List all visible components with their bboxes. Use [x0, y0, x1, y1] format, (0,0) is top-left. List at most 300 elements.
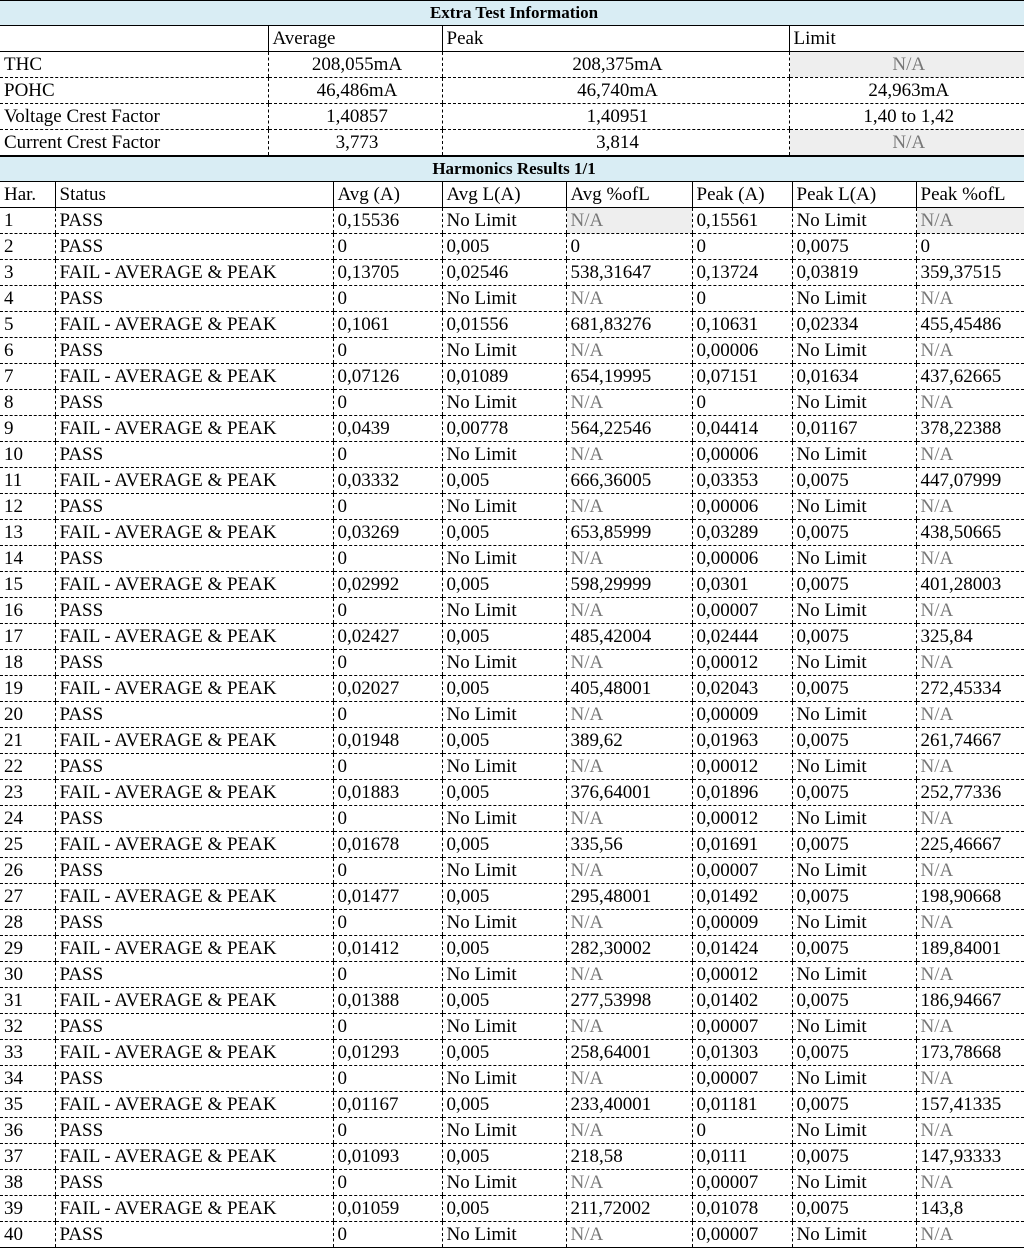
harmonic-har-number: 31 — [0, 988, 55, 1014]
harmonic-status: PASS — [55, 1170, 333, 1196]
table-row — [0, 1040, 1024, 1066]
harmonic-avg-limit: 0,02546 — [442, 260, 566, 286]
harmonic-peak-a: 0,00007 — [692, 598, 792, 624]
harmonic-har-number: 16 — [0, 598, 55, 624]
harmonic-avg-limit: 0,005 — [442, 572, 566, 598]
harmonic-har-number: 28 — [0, 910, 55, 936]
harmonic-avg-percent: N/A — [566, 962, 692, 988]
harmonic-har-number: 39 — [0, 1196, 55, 1222]
harmonic-avg-limit: 0,005 — [442, 936, 566, 962]
harmonic-peak-percent: N/A — [916, 442, 1024, 468]
harmonic-avg-a: 0 — [333, 1014, 442, 1040]
harmonic-peak-limit: 0,0075 — [792, 676, 916, 702]
harmonic-peak-a: 0,00007 — [692, 1222, 792, 1248]
extra-row-pohc — [0, 78, 1024, 104]
extra-row-current-crest-factor — [0, 130, 1024, 156]
extra-peak: 46,740mA — [442, 78, 789, 104]
harmonic-status: FAIL - AVERAGE & PEAK — [55, 1092, 333, 1118]
harmonic-peak-limit: 0,0075 — [792, 884, 916, 910]
harmonic-status: PASS — [55, 962, 333, 988]
harmonic-avg-percent: 653,85999 — [566, 520, 692, 546]
harmonic-status: PASS — [55, 546, 333, 572]
harmonic-status: FAIL - AVERAGE & PEAK — [55, 312, 333, 338]
harmonic-peak-percent: N/A — [916, 702, 1024, 728]
harmonic-peak-percent: N/A — [916, 286, 1024, 312]
extra-limit: N/A — [789, 52, 1024, 78]
harmonic-avg-percent: 277,53998 — [566, 988, 692, 1014]
harmonic-peak-a: 0 — [692, 234, 792, 260]
harmonic-har-number: 35 — [0, 1092, 55, 1118]
table-row — [0, 1144, 1024, 1170]
harmonic-avg-percent: N/A — [566, 390, 692, 416]
harmonic-avg-limit: No Limit — [442, 1170, 566, 1196]
harmonic-avg-limit: 0,005 — [442, 728, 566, 754]
harmonic-avg-a: 0,03269 — [333, 520, 442, 546]
harmonic-avg-percent: 376,64001 — [566, 780, 692, 806]
harmonic-avg-limit: 0,005 — [442, 780, 566, 806]
table-row — [0, 1014, 1024, 1040]
harmonic-peak-percent: 252,77336 — [916, 780, 1024, 806]
harmonic-status: FAIL - AVERAGE & PEAK — [55, 1196, 333, 1222]
harmonic-avg-percent: N/A — [566, 598, 692, 624]
table-row — [0, 416, 1024, 442]
harmonic-avg-limit: 0,01089 — [442, 364, 566, 390]
harmonic-avg-a: 0 — [333, 1170, 442, 1196]
harmonic-avg-limit: No Limit — [442, 286, 566, 312]
harmonic-har-number: 13 — [0, 520, 55, 546]
harmonic-peak-a: 0,13724 — [692, 260, 792, 286]
table-row — [0, 286, 1024, 312]
extra-average: 208,055mA — [268, 52, 442, 78]
harmonic-avg-limit: No Limit — [442, 442, 566, 468]
harmonic-peak-limit: No Limit — [792, 806, 916, 832]
harmonic-peak-limit: 0,0075 — [792, 832, 916, 858]
harmonic-status: FAIL - AVERAGE & PEAK — [55, 572, 333, 598]
harmonic-har-number: 1 — [0, 208, 55, 234]
harmonic-avg-a: 0 — [333, 754, 442, 780]
harmonic-peak-a: 0,00007 — [692, 858, 792, 884]
harmonic-avg-percent: N/A — [566, 1170, 692, 1196]
table-row — [0, 936, 1024, 962]
harmonic-peak-percent: 455,45486 — [916, 312, 1024, 338]
harmonic-peak-percent: N/A — [916, 390, 1024, 416]
harmonic-peak-percent: 437,62665 — [916, 364, 1024, 390]
harmonic-avg-a: 0,03332 — [333, 468, 442, 494]
harmonic-status: PASS — [55, 234, 333, 260]
harmonic-peak-limit: 0,01167 — [792, 416, 916, 442]
harmonic-peak-a: 0,01963 — [692, 728, 792, 754]
harmonic-peak-percent: N/A — [916, 754, 1024, 780]
harmonic-peak-limit: 0,0075 — [792, 520, 916, 546]
table-row — [0, 442, 1024, 468]
harmonic-avg-limit: No Limit — [442, 208, 566, 234]
harmonic-peak-percent: N/A — [916, 1222, 1024, 1248]
harmonic-avg-percent: 389,62 — [566, 728, 692, 754]
harmonic-peak-percent: N/A — [916, 858, 1024, 884]
table-row — [0, 312, 1024, 338]
table-row — [0, 546, 1024, 572]
harmonic-peak-percent: 378,22388 — [916, 416, 1024, 442]
harmonic-avg-a: 0,01093 — [333, 1144, 442, 1170]
extra-title: Extra Test Information — [0, 1, 1024, 26]
harmonic-peak-a: 0,00012 — [692, 650, 792, 676]
extra-header-limit: Limit — [789, 26, 1024, 52]
harmonic-avg-limit: No Limit — [442, 910, 566, 936]
table-row — [0, 650, 1024, 676]
harmonic-avg-percent: 564,22546 — [566, 416, 692, 442]
harmonic-avg-percent: 666,36005 — [566, 468, 692, 494]
harmonic-avg-a: 0 — [333, 286, 442, 312]
harmonic-status: PASS — [55, 1118, 333, 1144]
extra-header-average: Average — [268, 26, 442, 52]
harmonic-avg-a: 0 — [333, 494, 442, 520]
extra-average: 46,486mA — [268, 78, 442, 104]
harmonic-peak-limit: No Limit — [792, 650, 916, 676]
harmonic-peak-a: 0,00006 — [692, 546, 792, 572]
harmonic-peak-percent: N/A — [916, 1118, 1024, 1144]
harmonic-peak-limit: No Limit — [792, 1118, 916, 1144]
harmonic-peak-limit: No Limit — [792, 442, 916, 468]
harmonic-avg-percent: N/A — [566, 442, 692, 468]
harmonic-peak-limit: No Limit — [792, 390, 916, 416]
harmonic-status: FAIL - AVERAGE & PEAK — [55, 624, 333, 650]
harmonic-status: FAIL - AVERAGE & PEAK — [55, 520, 333, 546]
harmonic-peak-a: 0,00007 — [692, 1170, 792, 1196]
harmonic-peak-limit: No Limit — [792, 1066, 916, 1092]
harmonic-status: PASS — [55, 1066, 333, 1092]
harmonic-avg-percent: 233,40001 — [566, 1092, 692, 1118]
harmonic-avg-limit: 0,005 — [442, 884, 566, 910]
table-row — [0, 624, 1024, 650]
harmonic-peak-a: 0,00006 — [692, 442, 792, 468]
harmonic-status: FAIL - AVERAGE & PEAK — [55, 1144, 333, 1170]
harmonics-header-row — [0, 182, 1024, 208]
harmonics-title: Harmonics Results 1/1 — [0, 157, 1024, 182]
harmonic-peak-limit: No Limit — [792, 1170, 916, 1196]
harmonic-har-number: 2 — [0, 234, 55, 260]
harmonic-har-number: 33 — [0, 1040, 55, 1066]
table-row — [0, 1222, 1024, 1248]
harmonic-avg-limit: No Limit — [442, 1014, 566, 1040]
harmonic-peak-percent: 143,8 — [916, 1196, 1024, 1222]
table-row — [0, 676, 1024, 702]
table-row — [0, 910, 1024, 936]
harmonic-peak-percent: 261,74667 — [916, 728, 1024, 754]
table-row — [0, 260, 1024, 286]
table-row — [0, 520, 1024, 546]
harmonic-avg-percent: N/A — [566, 1118, 692, 1144]
harmonic-avg-a: 0,01167 — [333, 1092, 442, 1118]
harmonic-avg-percent: 0 — [566, 234, 692, 260]
harmonic-avg-limit: No Limit — [442, 806, 566, 832]
harmonic-peak-a: 0,01402 — [692, 988, 792, 1014]
harmonic-peak-percent: N/A — [916, 910, 1024, 936]
extra-label: Voltage Crest Factor — [0, 104, 268, 130]
harmonic-status: PASS — [55, 442, 333, 468]
harmonic-avg-a: 0 — [333, 910, 442, 936]
harmonic-peak-percent: 189,84001 — [916, 936, 1024, 962]
harmonic-avg-a: 0 — [333, 702, 442, 728]
table-row — [0, 494, 1024, 520]
harmonic-status: PASS — [55, 338, 333, 364]
harmonic-avg-limit: 0,005 — [442, 1092, 566, 1118]
header-status: Status — [55, 182, 333, 208]
table-row — [0, 364, 1024, 390]
harmonic-peak-limit: No Limit — [792, 598, 916, 624]
harmonic-avg-a: 0 — [333, 338, 442, 364]
harmonic-peak-a: 0,00012 — [692, 962, 792, 988]
harmonic-peak-percent: 186,94667 — [916, 988, 1024, 1014]
harmonic-peak-percent: 147,93333 — [916, 1144, 1024, 1170]
harmonic-peak-percent: 225,46667 — [916, 832, 1024, 858]
table-row — [0, 572, 1024, 598]
harmonic-peak-percent: N/A — [916, 338, 1024, 364]
header-avg-a: Avg (A) — [333, 182, 442, 208]
harmonic-avg-limit: 0,005 — [442, 468, 566, 494]
harmonic-peak-limit: 0,03819 — [792, 260, 916, 286]
harmonic-status: FAIL - AVERAGE & PEAK — [55, 884, 333, 910]
extra-limit: N/A — [789, 130, 1024, 156]
harmonic-avg-limit: No Limit — [442, 390, 566, 416]
harmonic-status: FAIL - AVERAGE & PEAK — [55, 1040, 333, 1066]
harmonic-peak-limit: No Limit — [792, 702, 916, 728]
harmonic-peak-percent: N/A — [916, 598, 1024, 624]
harmonic-peak-a: 0,01424 — [692, 936, 792, 962]
harmonic-har-number: 20 — [0, 702, 55, 728]
table-row — [0, 338, 1024, 364]
harmonic-avg-percent: N/A — [566, 338, 692, 364]
harmonic-peak-a: 0,01896 — [692, 780, 792, 806]
harmonic-peak-percent: 359,37515 — [916, 260, 1024, 286]
harmonic-har-number: 29 — [0, 936, 55, 962]
harmonic-peak-a: 0,02043 — [692, 676, 792, 702]
harmonic-har-number: 9 — [0, 416, 55, 442]
harmonic-peak-limit: No Limit — [792, 338, 916, 364]
harmonic-peak-percent: N/A — [916, 1066, 1024, 1092]
harmonic-avg-a: 0,01412 — [333, 936, 442, 962]
harmonic-har-number: 18 — [0, 650, 55, 676]
harmonic-avg-percent: N/A — [566, 910, 692, 936]
harmonic-avg-limit: 0,005 — [442, 832, 566, 858]
harmonic-avg-limit: 0,00778 — [442, 416, 566, 442]
extra-test-information-table — [0, 0, 1024, 156]
harmonic-peak-a: 0,0301 — [692, 572, 792, 598]
harmonic-har-number: 25 — [0, 832, 55, 858]
harmonic-peak-a: 0,01303 — [692, 1040, 792, 1066]
harmonic-peak-limit: 0,0075 — [792, 1092, 916, 1118]
harmonic-peak-percent: 0 — [916, 234, 1024, 260]
harmonic-peak-a: 0 — [692, 1118, 792, 1144]
harmonic-status: FAIL - AVERAGE & PEAK — [55, 676, 333, 702]
harmonic-peak-a: 0,07151 — [692, 364, 792, 390]
harmonic-avg-limit: No Limit — [442, 338, 566, 364]
extra-header-blank — [0, 26, 268, 52]
harmonic-avg-percent: N/A — [566, 1222, 692, 1248]
table-row — [0, 884, 1024, 910]
harmonic-har-number: 8 — [0, 390, 55, 416]
harmonic-avg-limit: 0,005 — [442, 520, 566, 546]
harmonic-avg-limit: 0,005 — [442, 234, 566, 260]
harmonic-peak-a: 0,00007 — [692, 1066, 792, 1092]
harmonic-peak-limit: 0,0075 — [792, 468, 916, 494]
harmonic-avg-a: 0 — [333, 806, 442, 832]
harmonic-status: FAIL - AVERAGE & PEAK — [55, 936, 333, 962]
harmonic-har-number: 15 — [0, 572, 55, 598]
harmonic-avg-limit: 0,01556 — [442, 312, 566, 338]
header-avg-limit: Avg L(A) — [442, 182, 566, 208]
harmonic-avg-percent: 295,48001 — [566, 884, 692, 910]
harmonic-har-number: 4 — [0, 286, 55, 312]
table-row — [0, 702, 1024, 728]
harmonic-peak-percent: N/A — [916, 962, 1024, 988]
harmonic-peak-limit: 0,01634 — [792, 364, 916, 390]
harmonic-peak-limit: 0,0075 — [792, 234, 916, 260]
harmonic-avg-a: 0 — [333, 1222, 442, 1248]
harmonic-avg-limit: 0,005 — [442, 624, 566, 650]
harmonic-avg-percent: N/A — [566, 650, 692, 676]
harmonic-har-number: 36 — [0, 1118, 55, 1144]
harmonic-avg-a: 0,01059 — [333, 1196, 442, 1222]
harmonic-avg-limit: No Limit — [442, 1222, 566, 1248]
harmonic-har-number: 32 — [0, 1014, 55, 1040]
harmonic-avg-limit: 0,005 — [442, 1144, 566, 1170]
harmonic-har-number: 30 — [0, 962, 55, 988]
extra-row-thc — [0, 52, 1024, 78]
harmonic-peak-a: 0,00007 — [692, 1014, 792, 1040]
harmonic-avg-a: 0 — [333, 390, 442, 416]
harmonic-har-number: 27 — [0, 884, 55, 910]
harmonic-peak-percent: 325,84 — [916, 624, 1024, 650]
harmonic-avg-percent: N/A — [566, 858, 692, 884]
harmonic-peak-a: 0,01078 — [692, 1196, 792, 1222]
table-row — [0, 1196, 1024, 1222]
harmonic-avg-percent: 211,72002 — [566, 1196, 692, 1222]
table-row — [0, 390, 1024, 416]
harmonic-avg-percent: N/A — [566, 208, 692, 234]
harmonic-status: PASS — [55, 286, 333, 312]
harmonic-har-number: 12 — [0, 494, 55, 520]
harmonic-status: PASS — [55, 598, 333, 624]
harmonic-har-number: 6 — [0, 338, 55, 364]
harmonic-peak-limit: 0,0075 — [792, 1040, 916, 1066]
harmonic-status: FAIL - AVERAGE & PEAK — [55, 468, 333, 494]
table-row — [0, 832, 1024, 858]
harmonic-avg-a: 0 — [333, 1066, 442, 1092]
harmonic-peak-percent: N/A — [916, 494, 1024, 520]
harmonic-avg-percent: N/A — [566, 806, 692, 832]
harmonic-avg-a: 0,07126 — [333, 364, 442, 390]
harmonic-peak-percent: 438,50665 — [916, 520, 1024, 546]
harmonic-avg-percent: N/A — [566, 546, 692, 572]
extra-header-row — [0, 26, 1024, 52]
harmonic-peak-limit: No Limit — [792, 208, 916, 234]
harmonic-status: PASS — [55, 754, 333, 780]
extra-header-peak: Peak — [442, 26, 789, 52]
harmonic-avg-limit: 0,005 — [442, 1196, 566, 1222]
harmonic-avg-percent: N/A — [566, 702, 692, 728]
harmonic-peak-a: 0,01691 — [692, 832, 792, 858]
harmonic-status: PASS — [55, 650, 333, 676]
harmonic-har-number: 5 — [0, 312, 55, 338]
header-har: Har. — [0, 182, 55, 208]
harmonic-avg-limit: No Limit — [442, 962, 566, 988]
harmonic-peak-limit: 0,0075 — [792, 572, 916, 598]
harmonic-har-number: 34 — [0, 1066, 55, 1092]
harmonic-peak-limit: 0,0075 — [792, 728, 916, 754]
harmonic-har-number: 26 — [0, 858, 55, 884]
harmonics-results-table — [0, 156, 1024, 1248]
harmonic-peak-limit: No Limit — [792, 494, 916, 520]
extra-label: THC — [0, 52, 268, 78]
harmonic-peak-a: 0,04414 — [692, 416, 792, 442]
table-row — [0, 754, 1024, 780]
harmonic-status: PASS — [55, 494, 333, 520]
harmonic-har-number: 10 — [0, 442, 55, 468]
harmonic-status: FAIL - AVERAGE & PEAK — [55, 728, 333, 754]
table-row — [0, 1170, 1024, 1196]
table-row — [0, 1092, 1024, 1118]
table-row — [0, 858, 1024, 884]
harmonic-avg-percent: N/A — [566, 494, 692, 520]
harmonic-peak-limit: 0,02334 — [792, 312, 916, 338]
table-row — [0, 1118, 1024, 1144]
harmonic-peak-a: 0 — [692, 390, 792, 416]
harmonic-status: PASS — [55, 390, 333, 416]
harmonic-har-number: 23 — [0, 780, 55, 806]
harmonic-status: PASS — [55, 1222, 333, 1248]
extra-label: Current Crest Factor — [0, 130, 268, 156]
header-avg-percent: Avg %ofL — [566, 182, 692, 208]
harmonic-avg-percent: 681,83276 — [566, 312, 692, 338]
harmonic-peak-percent: N/A — [916, 546, 1024, 572]
header-peak-percent: Peak %ofL — [916, 182, 1024, 208]
harmonic-har-number: 24 — [0, 806, 55, 832]
harmonic-peak-limit: No Limit — [792, 546, 916, 572]
harmonic-avg-a: 0 — [333, 598, 442, 624]
harmonic-peak-limit: No Limit — [792, 1014, 916, 1040]
harmonic-peak-a: 0,03289 — [692, 520, 792, 546]
harmonic-avg-a: 0,01293 — [333, 1040, 442, 1066]
table-row — [0, 728, 1024, 754]
harmonics-title-row — [0, 157, 1024, 182]
harmonic-avg-limit: No Limit — [442, 754, 566, 780]
harmonic-peak-a: 0,0111 — [692, 1144, 792, 1170]
table-row — [0, 988, 1024, 1014]
harmonic-status: FAIL - AVERAGE & PEAK — [55, 988, 333, 1014]
harmonic-har-number: 11 — [0, 468, 55, 494]
harmonic-peak-limit: 0,0075 — [792, 624, 916, 650]
harmonic-avg-limit: No Limit — [442, 650, 566, 676]
extra-average: 1,40857 — [268, 104, 442, 130]
harmonic-status: FAIL - AVERAGE & PEAK — [55, 832, 333, 858]
harmonic-avg-a: 0,02992 — [333, 572, 442, 598]
harmonic-avg-limit: No Limit — [442, 546, 566, 572]
harmonic-peak-percent: 198,90668 — [916, 884, 1024, 910]
harmonic-har-number: 14 — [0, 546, 55, 572]
harmonic-avg-a: 0,02027 — [333, 676, 442, 702]
harmonic-har-number: 21 — [0, 728, 55, 754]
harmonic-peak-a: 0,00006 — [692, 494, 792, 520]
harmonic-peak-a: 0,02444 — [692, 624, 792, 650]
harmonic-har-number: 40 — [0, 1222, 55, 1248]
harmonic-peak-a: 0,00006 — [692, 338, 792, 364]
harmonic-har-number: 3 — [0, 260, 55, 286]
harmonic-avg-percent: 598,29999 — [566, 572, 692, 598]
harmonic-status: FAIL - AVERAGE & PEAK — [55, 416, 333, 442]
harmonic-peak-limit: 0,0075 — [792, 1196, 916, 1222]
table-row — [0, 962, 1024, 988]
harmonic-status: PASS — [55, 208, 333, 234]
